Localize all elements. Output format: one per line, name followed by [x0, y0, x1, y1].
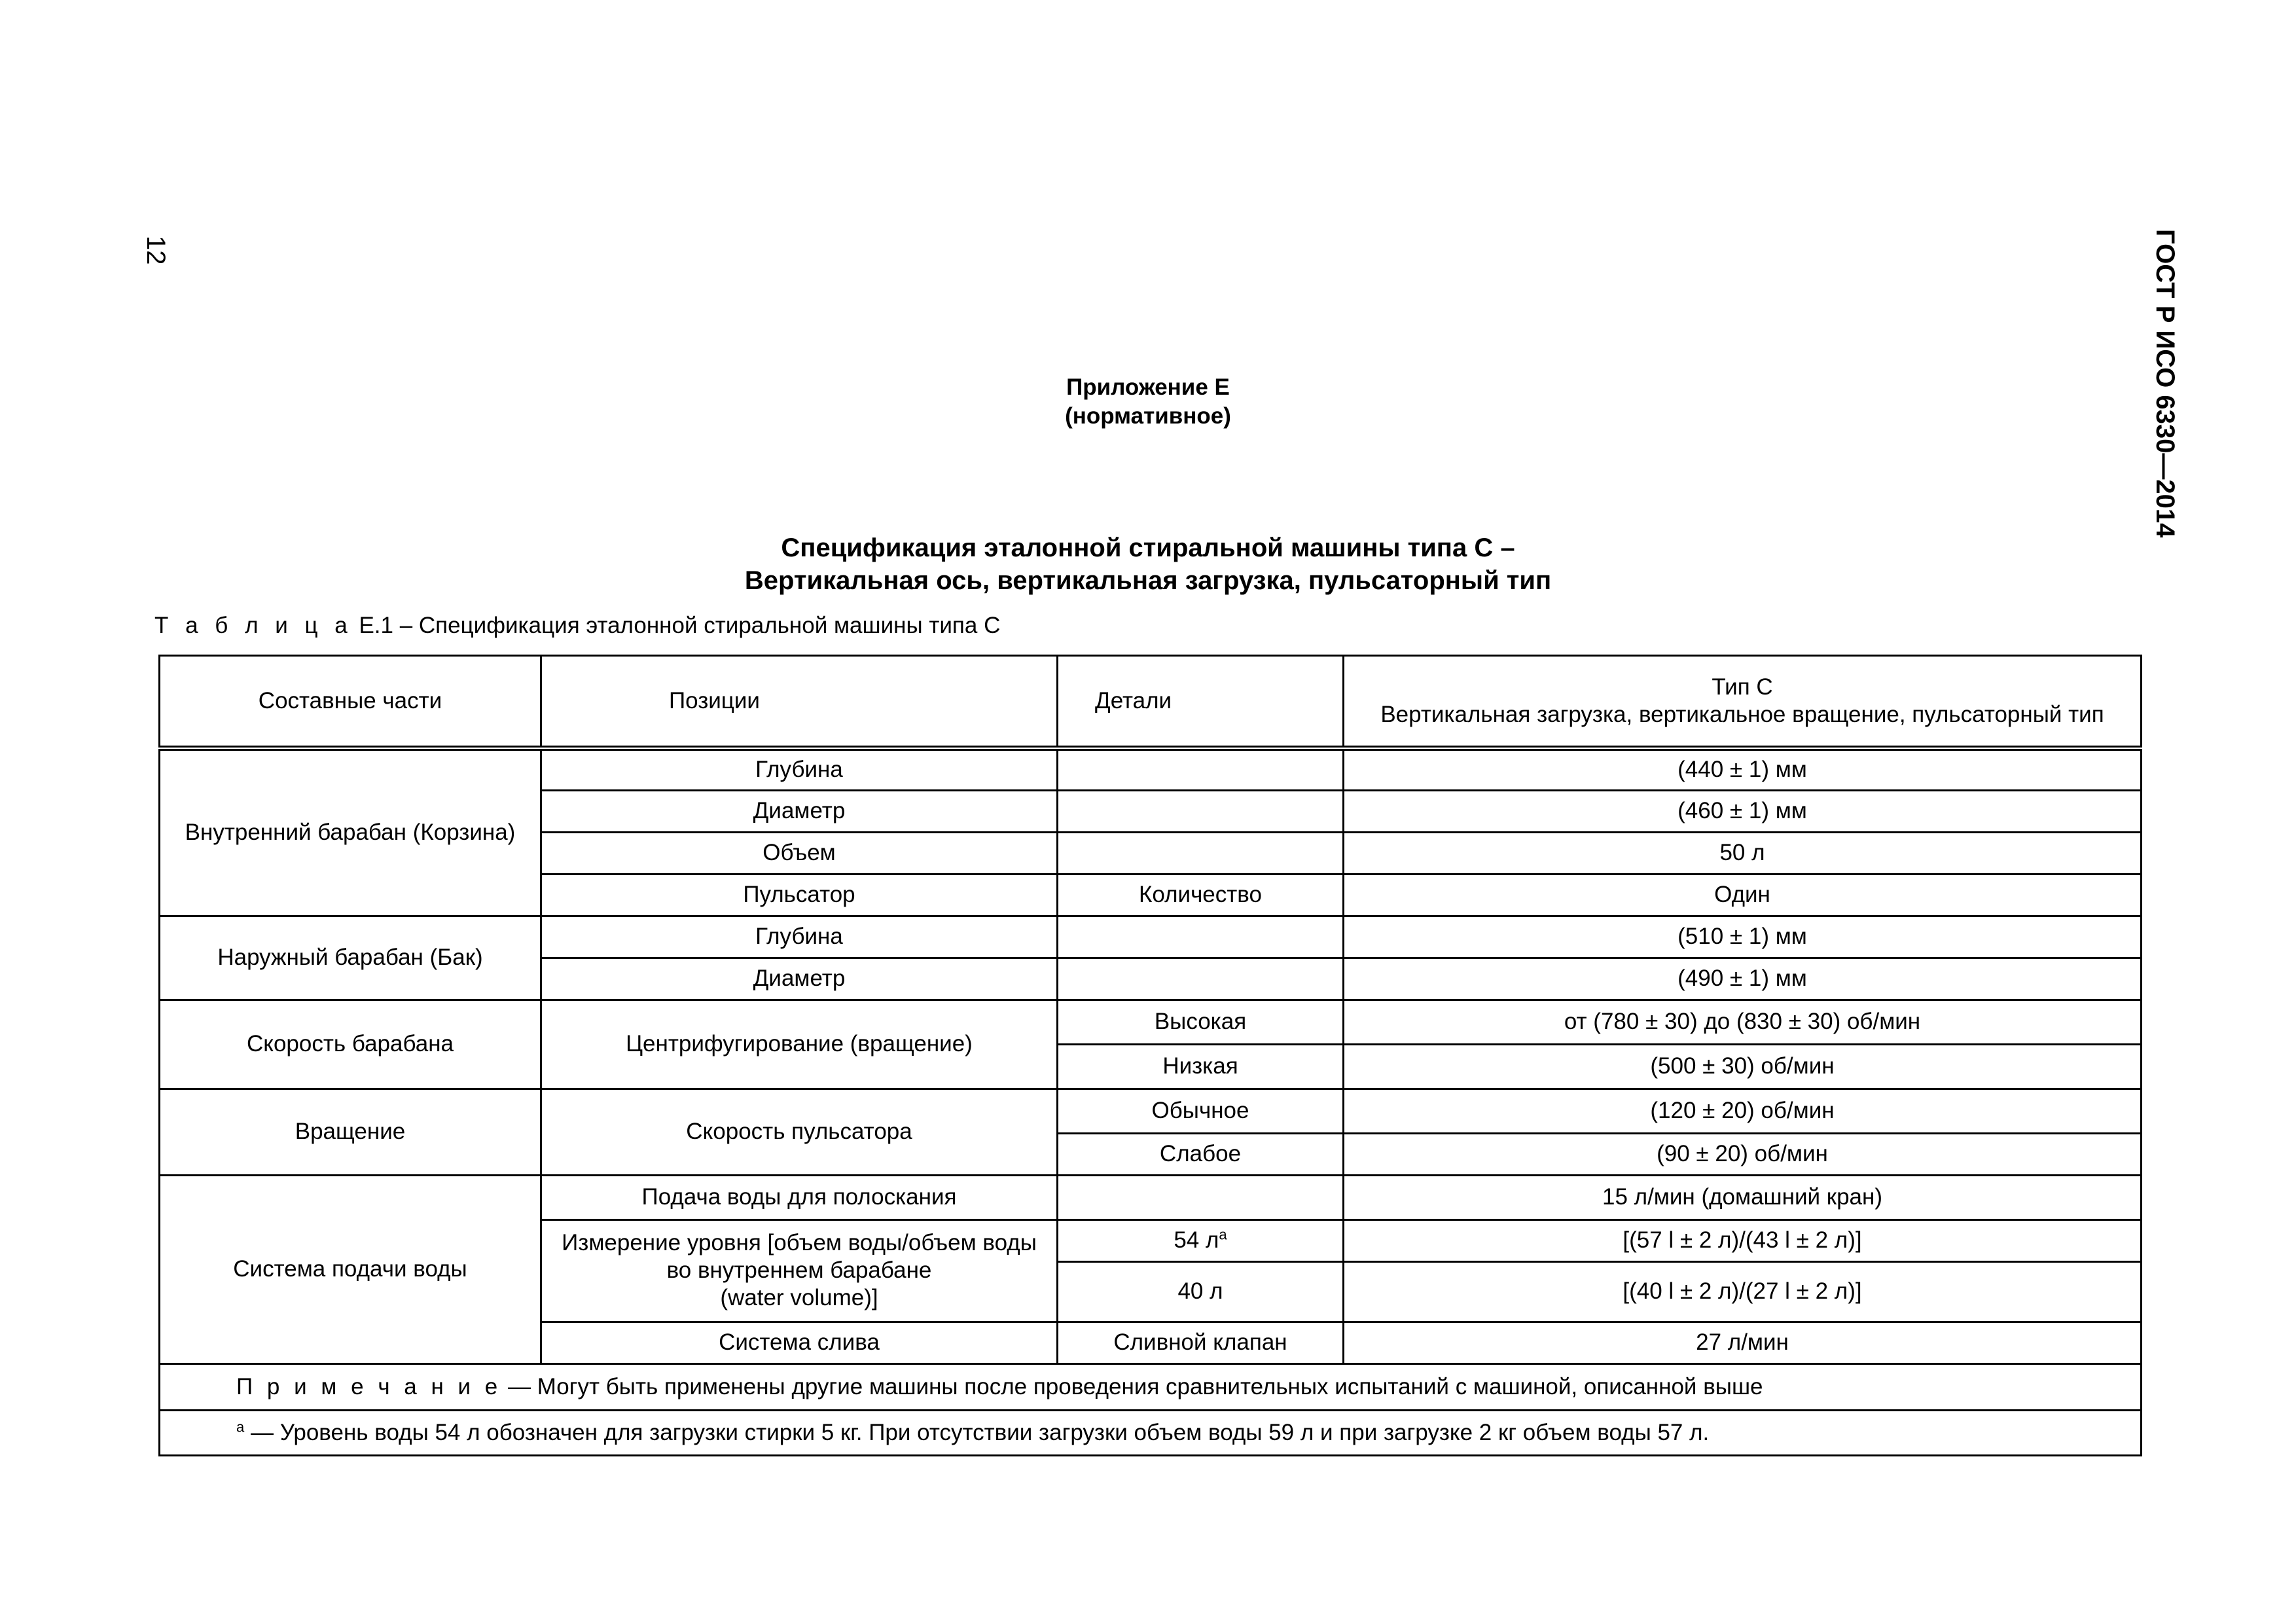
table-header-row	[160, 656, 2142, 749]
specification-title	[0, 532, 2296, 597]
header-type-line-2: Вертикальная загрузка, вертикальное вращение, пульсаторный тип	[1380, 702, 2104, 727]
table-note	[160, 1363, 2142, 1410]
page-number: 12	[141, 236, 170, 265]
cell-detail: Сливной клапан	[1058, 1322, 1344, 1363]
cell-detail: Высокая	[1058, 1000, 1344, 1044]
cell-value: Один	[1344, 874, 2142, 916]
cell-detail	[1058, 1175, 1344, 1219]
cell-detail: Обычное	[1058, 1089, 1344, 1133]
specification-table	[158, 655, 2142, 1456]
cell-detail	[1058, 1219, 1344, 1261]
table-row	[160, 916, 2142, 958]
cell-position: Система слива	[541, 1322, 1058, 1363]
table-note-row	[160, 1363, 2142, 1410]
cell-detail	[1058, 790, 1344, 832]
cell-value: от (780 ± 30) до (830 ± 30) об/мин	[1344, 1000, 2142, 1044]
cell-value: (90 ± 20) об/мин	[1344, 1133, 2142, 1175]
cell-position: Диаметр	[541, 958, 1058, 1000]
cell-position: Глубина	[541, 916, 1058, 958]
cell-detail: Количество	[1058, 874, 1344, 916]
cell-position-line-1: Измерение уровня [объем воды/объем воды	[562, 1230, 1037, 1255]
cell-value: 15 л/мин (домашний кран)	[1344, 1175, 2142, 1219]
cell-detail	[1058, 748, 1344, 790]
cell-position: Пульсатор	[541, 874, 1058, 916]
table-row	[160, 1000, 2142, 1044]
cell-value: (490 ± 1) мм	[1344, 958, 2142, 1000]
cell-detail	[1058, 832, 1344, 874]
cell-position-line-3: (water volume)]	[720, 1285, 878, 1310]
cell-detail: Низкая	[1058, 1044, 1344, 1089]
table-row	[160, 1089, 2142, 1133]
document-code: ГОСТ Р ИСО 6330—2014	[2151, 229, 2179, 538]
group-rotation: Вращение	[160, 1089, 541, 1175]
cell-detail	[1058, 916, 1344, 958]
table-note-label: П р и м е ч а н и е	[236, 1373, 502, 1399]
cell-position	[541, 1219, 1058, 1322]
header-type-line-1: Тип С	[1712, 674, 1773, 700]
table-footnote-mark: a	[236, 1418, 245, 1435]
table-footnote	[160, 1410, 2142, 1455]
table-footnote-text: — Уровень воды 54 л обозначен для загрузки стирки 5 кг. При отсутствии загрузки объем воды 59 л и при загрузке 2 кг объем воды 57 л.	[244, 1419, 1710, 1445]
group-water-system: Система подачи воды	[160, 1175, 541, 1363]
cell-value: (440 ± 1) мм	[1344, 748, 2142, 790]
appendix-status: (нормативное)	[1065, 403, 1231, 429]
cell-position: Подача воды для полоскания	[541, 1175, 1058, 1219]
group-outer-drum: Наружный барабан (Бак)	[160, 916, 541, 1000]
appendix-title: Приложение Е	[1066, 374, 1230, 400]
cell-value: [(57 l ± 2 л)/(43 l ± 2 л)]	[1344, 1219, 2142, 1261]
cell-position: Скорость пульсатора	[541, 1089, 1058, 1175]
group-drum-speed: Скорость барабана	[160, 1000, 541, 1089]
cell-value: (460 ± 1) мм	[1344, 790, 2142, 832]
cell-detail: 40 л	[1058, 1261, 1344, 1322]
specification-title-line-1: Спецификация эталонной стиральной машины типа С –	[781, 533, 1515, 562]
cell-position: Глубина	[541, 748, 1058, 790]
header-details: Детали	[1058, 656, 1344, 749]
group-inner-drum: Внутренний барабан (Корзина)	[160, 748, 541, 916]
table-caption-label: Т а б л и ц а	[154, 613, 353, 638]
cell-detail	[1058, 958, 1344, 1000]
cell-value: [(40 l ± 2 л)/(27 l ± 2 л)]	[1344, 1261, 2142, 1322]
specification-title-line-2: Вертикальная ось, вертикальная загрузка, пульсаторный тип	[744, 566, 1552, 595]
cell-position: Центрифугирование (вращение)	[541, 1000, 1058, 1089]
table-row	[160, 748, 2142, 790]
appendix-heading	[0, 373, 2296, 431]
table-note-text: — Могут быть применены другие машины после проведения сравнительных испытаний с машиной, описанной выше	[501, 1373, 1763, 1399]
cell-value: 27 л/мин	[1344, 1322, 2142, 1363]
footnote-marker: a	[1219, 1226, 1227, 1243]
header-type	[1344, 656, 2142, 749]
cell-detail: Слабое	[1058, 1133, 1344, 1175]
table-footnote-row	[160, 1410, 2142, 1455]
cell-value: (500 ± 30) об/мин	[1344, 1044, 2142, 1089]
table-caption	[154, 613, 1000, 639]
cell-value: (510 ± 1) мм	[1344, 916, 2142, 958]
cell-detail-text: 54 л	[1174, 1227, 1219, 1253]
cell-position: Объем	[541, 832, 1058, 874]
cell-value: (120 ± 20) об/мин	[1344, 1089, 2142, 1133]
cell-value: 50 л	[1344, 832, 2142, 874]
cell-position-line-2: во внутреннем барабане	[666, 1257, 932, 1283]
header-parts: Составные части	[160, 656, 541, 749]
header-positions: Позиции	[541, 656, 1058, 749]
table-caption-text: Е.1 – Спецификация эталонной стиральной машины типа С	[352, 613, 1001, 638]
table-row	[160, 1175, 2142, 1219]
cell-position: Диаметр	[541, 790, 1058, 832]
